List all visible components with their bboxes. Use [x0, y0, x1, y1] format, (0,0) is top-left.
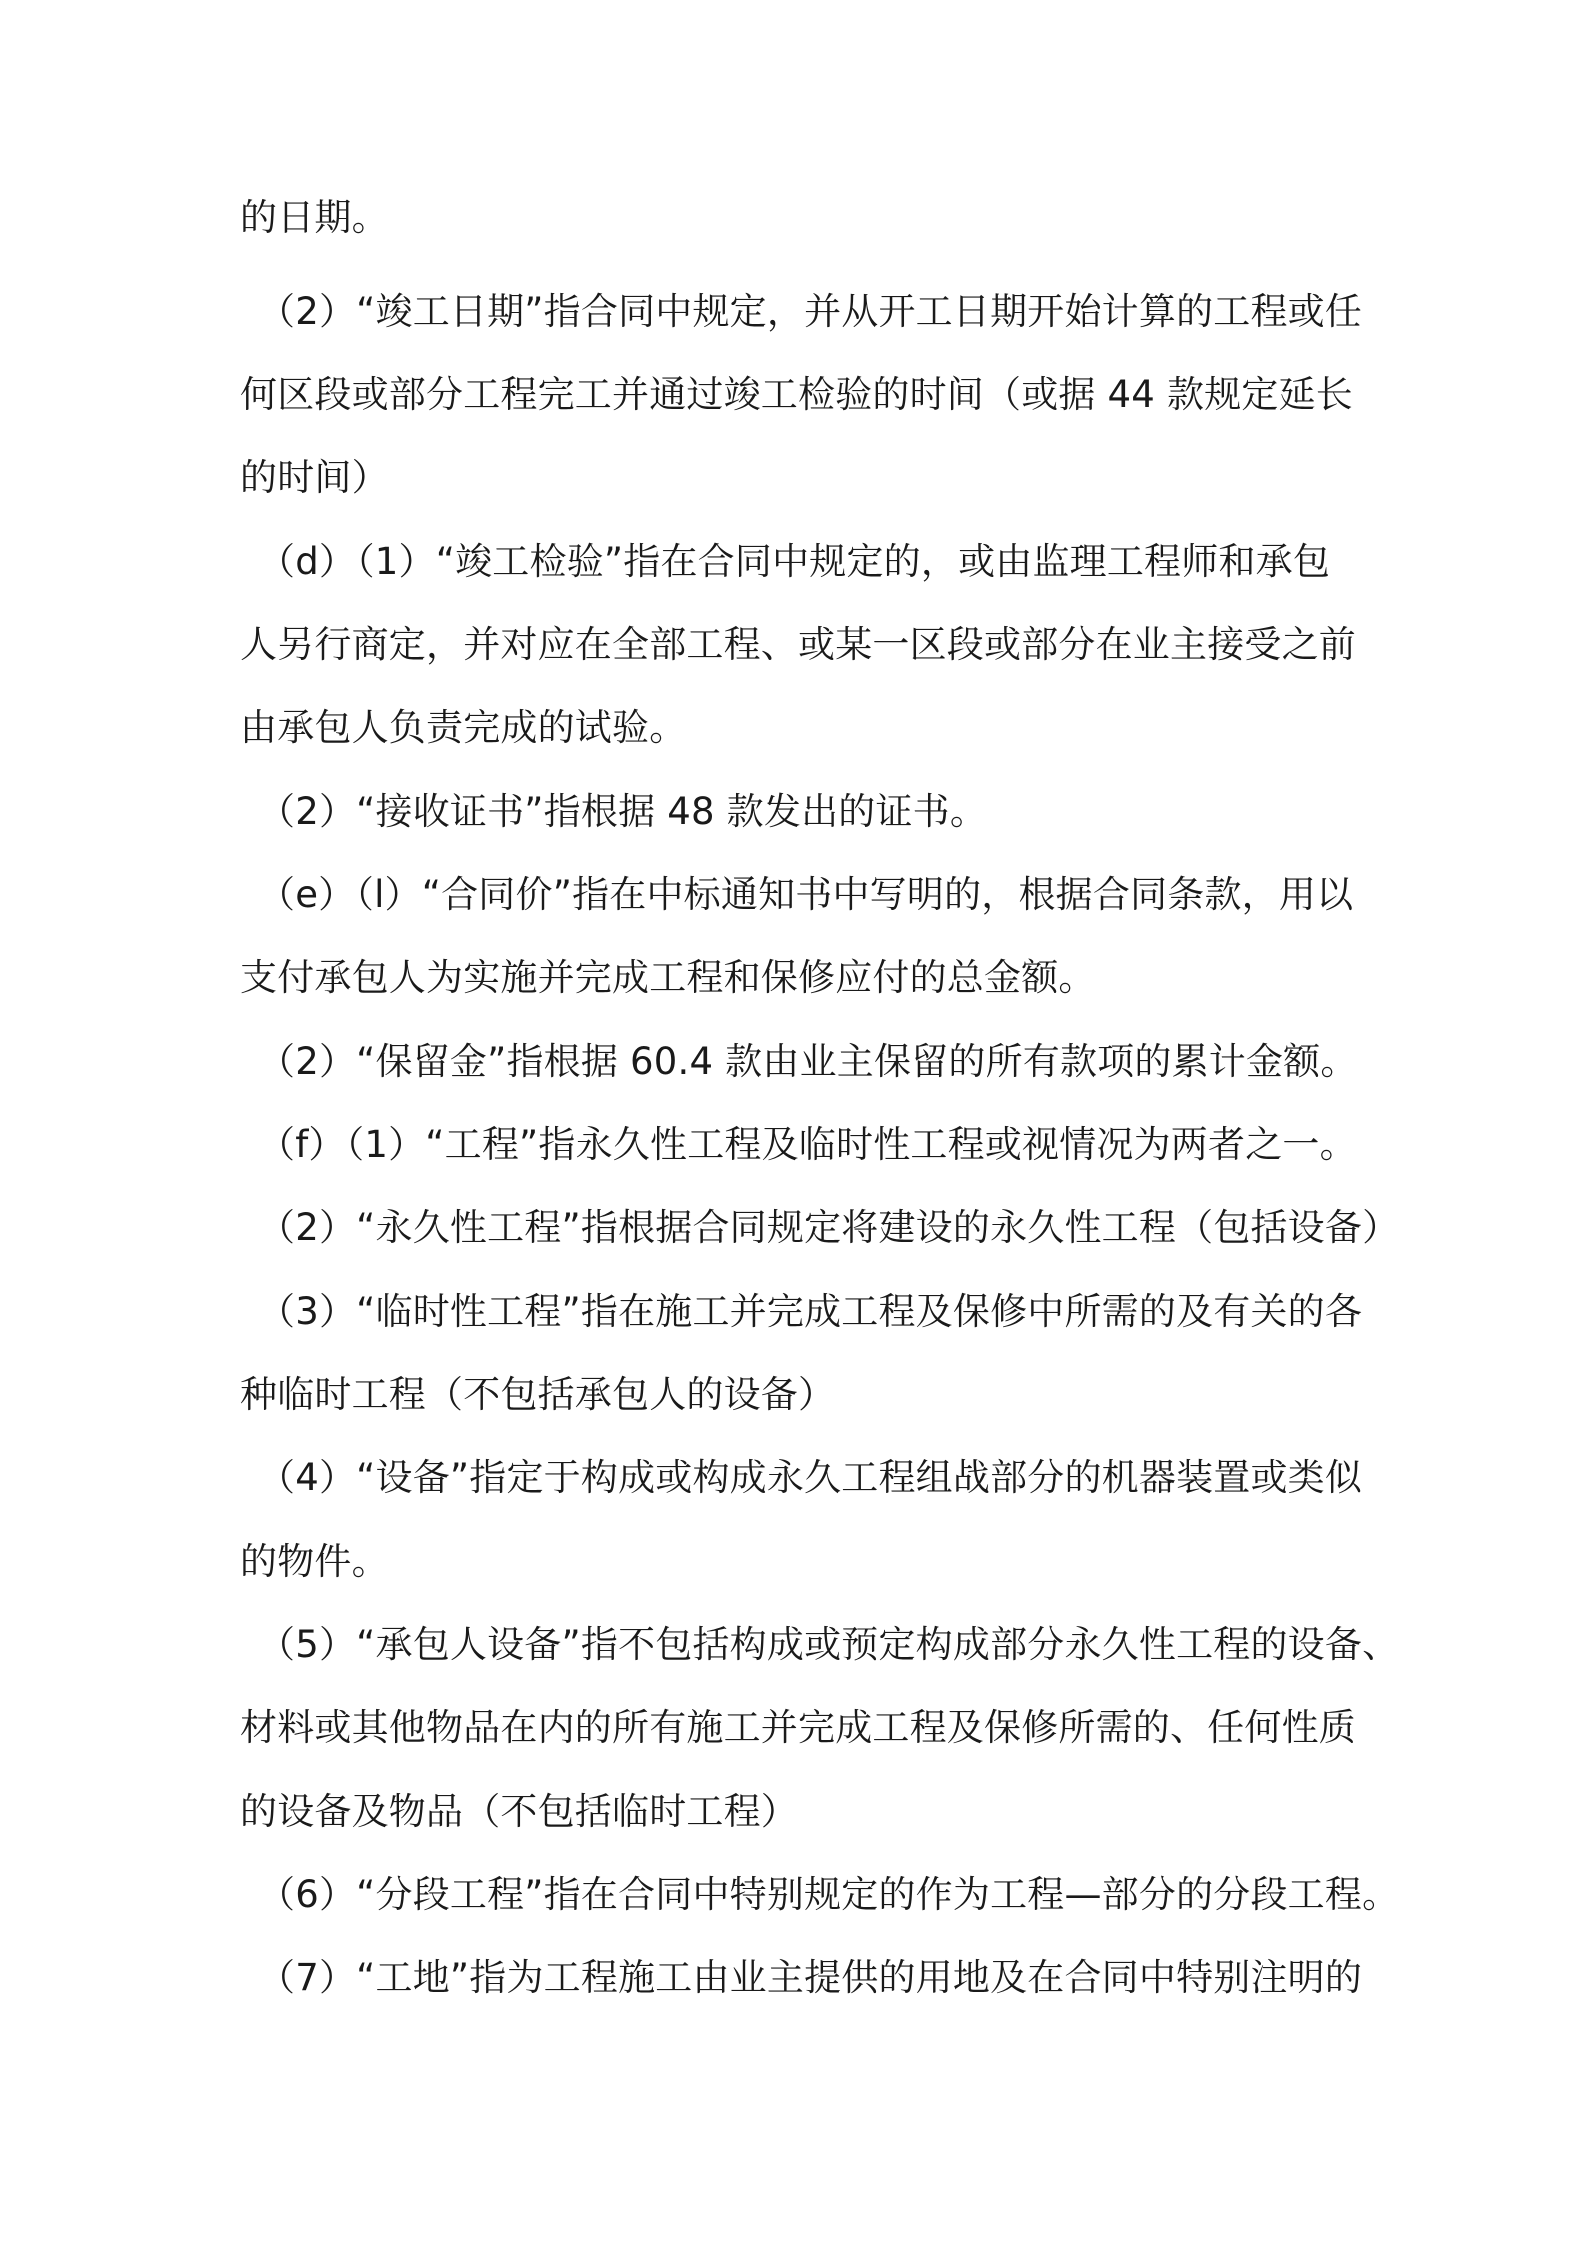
text-line: （2）“永久性工程”指根据合同规定将建设的永久性工程（包括设备） [258, 1206, 1400, 1249]
text-line: 种临时工程（不包括承包人的设备） [240, 1373, 836, 1416]
text-line: （2）“接收证书”指根据 48 款发出的证书。 [258, 790, 988, 833]
text-line: （2）“保留金”指根据 60.4 款由业主保留的所有款项的累计金额。 [258, 1040, 1358, 1083]
text-line: （5）“承包人设备”指不包括构成或预定构成部分永久性工程的设备、 [258, 1623, 1400, 1666]
text-line: （2）“竣工日期”指合同中规定，并从开工日期开始计算的工程或任 [258, 290, 1363, 333]
text-line: 的物件。 [240, 1540, 389, 1583]
text-line: 材料或其他物品在内的所有施工并完成工程及保修所需的、任何性质 [240, 1706, 1356, 1749]
text-line: 的设备及物品（不包括临时工程） [240, 1790, 798, 1833]
text-line: 由承包人负责完成的试验。 [240, 706, 687, 749]
text-line: 人另行商定，并对应在全部工程、或某一区段或部分在业主接受之前 [240, 623, 1356, 666]
text-line: 何区段或部分工程完工并通过竣工检验的时间（或据 44 款规定延长 [240, 373, 1354, 416]
text-line: 的时间） [240, 456, 389, 499]
text-line: （7）“工地”指为工程施工由业主提供的用地及在合同中特别注明的 [258, 1956, 1363, 1999]
text-line: 的日期。 [240, 196, 389, 239]
text-line: （6）“分段工程”指在合同中特别规定的作为工程—部分的分段工程。 [258, 1873, 1400, 1916]
text-line: （4）“设备”指定于构成或构成永久工程组战部分的机器装置或类似 [258, 1456, 1363, 1499]
text-line: （f）（1）“工程”指永久性工程及临时性工程或视情况为两者之一。 [258, 1123, 1357, 1166]
text-line: （3）“临时性工程”指在施工并完成工程及保修中所需的及有关的各 [258, 1290, 1363, 1333]
text-line: 支付承包人为实施并完成工程和保修应付的总金额。 [240, 956, 1096, 999]
text-line: （d）（1）“竣工检验”指在合同中规定的，或由监理工程师和承包 [258, 540, 1331, 583]
text-line: （e）（l）“合同价”指在中标通知书中写明的，根据合同条款，用以 [258, 873, 1354, 916]
